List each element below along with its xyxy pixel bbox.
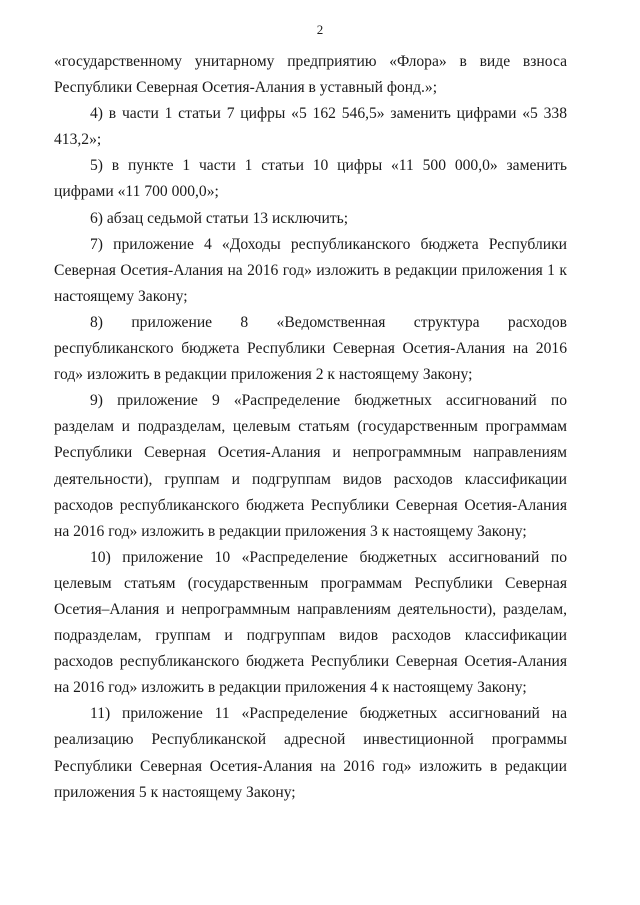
paragraph-text: 4) в части 1 статьи 7 цифры «5 162 546,5» заменить цифрами «5 338 413,2»; bbox=[54, 105, 567, 149]
list-item-10 bbox=[54, 545, 567, 702]
list-item-9 bbox=[54, 388, 567, 545]
paragraph-text: «государственному унитарному предприятию «Флора» в виде взноса Республики Северная Осетия-Алания в уставный фонд.»; bbox=[54, 53, 567, 97]
list-item-6 bbox=[54, 206, 567, 232]
paragraph-text: 7) приложение 4 «Доходы республиканского бюджета Республики Северная Осетия-Алания на 2016 год» изложить в редакции приложения 1 к настоящему Закону; bbox=[54, 235, 567, 305]
paragraph-text: 11) приложение 11 «Распределение бюджетных ассигнований на реализацию Республиканской адресной инвестиционной программы Республики Северная Осетия-Алания на 2016 год» изложить в редакции приложения 5 к настоящему Закону; bbox=[54, 705, 567, 801]
paragraph-text: 9) приложение 9 «Распределение бюджетных ассигнований по разделам и подразделам, целевым статьям (государственным программам Республики Северная Осетия-Алания и непрограммным направлениям деятельности), группам и подгруппам видов расходов классификации расходов республиканского бюджета Республики Северная Осетия-Алания на 2016 год» изложить в редакции приложения 3 к настоящему Закону; bbox=[54, 392, 567, 540]
list-item-4 bbox=[54, 101, 567, 153]
list-item-7 bbox=[54, 232, 567, 310]
list-item-11 bbox=[54, 701, 567, 805]
paragraph-text: 6) абзац седьмой статьи 13 исключить; bbox=[90, 209, 349, 227]
page-number: 2 bbox=[316, 22, 324, 37]
paragraph-text: 10) приложение 10 «Распределение бюджетных ассигнований по целевым статьям (государственным программам Республики Северная Осетия–Алания и непрограммным направлениям деятельности), разделам, подразделам, группам и подгруппам видов расходов классификации расходов республиканского бюджета Республики Северная Осетия-Алания на 2016 год» изложить в редакции приложения 4 к настоящему Закону; bbox=[54, 548, 567, 697]
paragraph-text: 5) в пункте 1 части 1 статьи 10 цифры «11 500 000,0» заменить цифрами «11 700 000,0»; bbox=[54, 157, 567, 201]
paragraph-continuation bbox=[54, 49, 567, 101]
document-body bbox=[54, 49, 567, 806]
list-item-5 bbox=[54, 153, 567, 205]
paragraph-text: 8) приложение 8 «Ведомственная структура расходов республиканского бюджета Республики Северная Осетия-Алания на 2016 год» изложить в редакции приложения 2 к настоящему Закону; bbox=[54, 313, 567, 384]
list-item-8 bbox=[54, 310, 567, 388]
